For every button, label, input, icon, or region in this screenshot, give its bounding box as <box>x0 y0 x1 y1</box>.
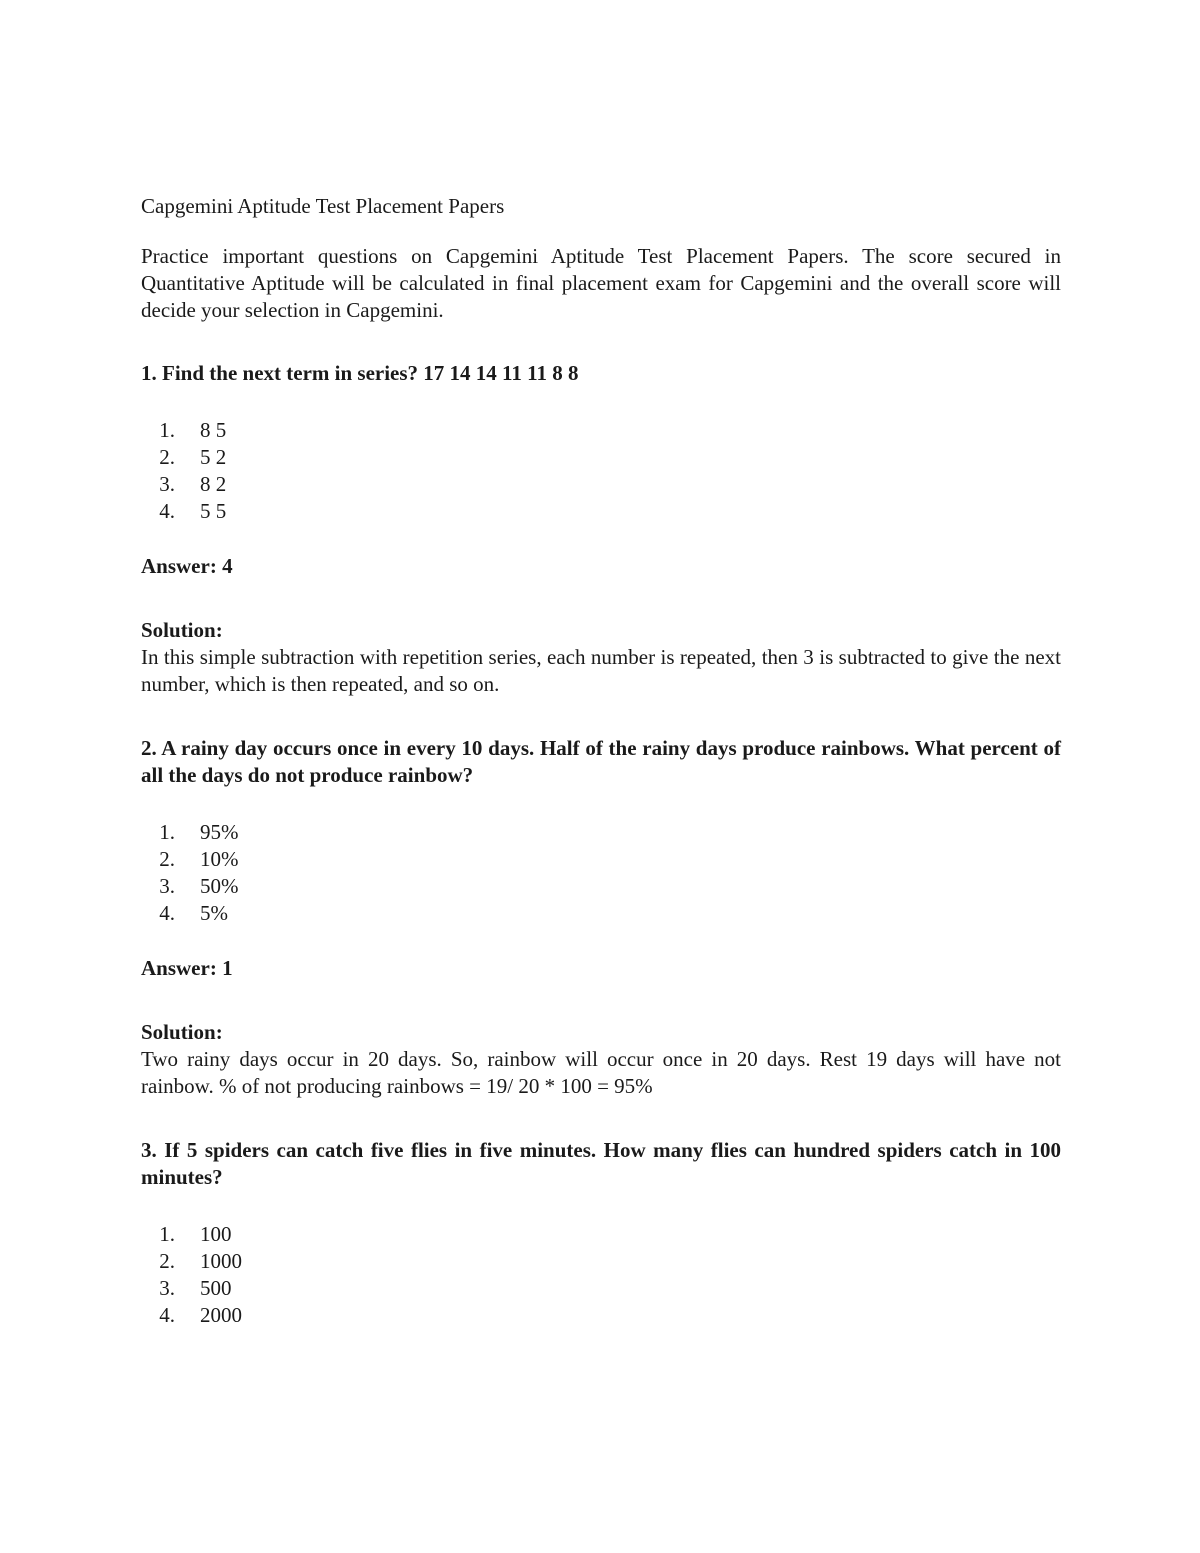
options-list <box>141 1221 1061 1329</box>
option-text: 8 5 <box>200 418 227 442</box>
solution-text: Two rainy days occur in 20 days. So, rainbow will occur once in 20 days. Rest 19 days will have not rainbow. % of not producing rainbows = 19/ 20 * 100 = 95% <box>141 1047 1061 1098</box>
question-text: 3. If 5 spiders can catch five flies in five minutes. How many flies can hundred spiders catch in 100 minutes? <box>141 1138 1061 1189</box>
option-text: 10% <box>200 847 239 871</box>
option-text: 5 2 <box>200 445 227 469</box>
intro-paragraph: Practice important questions on Capgemini Aptitude Test Placement Papers. The score secured in Quantitative Aptitude will be calculated in final placement exam for Capgemini and the overall score will decide your selection in Capgemini. <box>141 244 1061 322</box>
document-title: Capgemini Aptitude Test Placement Papers <box>141 194 505 218</box>
options-list <box>141 819 1061 927</box>
option-text: 50% <box>200 874 239 898</box>
option-item <box>141 471 1061 498</box>
option-number: 3. <box>159 874 175 898</box>
option-item <box>141 417 1061 444</box>
options-list <box>141 417 1061 525</box>
document-page <box>141 193 1061 1357</box>
solution-label: Solution: <box>141 1020 223 1044</box>
option-number: 1. <box>159 820 175 844</box>
option-item <box>141 846 1061 873</box>
option-number: 4. <box>159 1303 175 1327</box>
question-text: 1. Find the next term in series? 17 14 14 11 11 8 8 <box>141 361 579 385</box>
option-item <box>141 444 1061 471</box>
option-item <box>141 900 1061 927</box>
option-text: 5% <box>200 901 228 925</box>
option-item <box>141 873 1061 900</box>
option-number: 1. <box>159 418 175 442</box>
option-text: 1000 <box>200 1249 242 1273</box>
option-number: 4. <box>159 901 175 925</box>
question-block-1 <box>141 360 1061 698</box>
option-item <box>141 1302 1061 1329</box>
option-text: 95% <box>200 820 239 844</box>
option-number: 3. <box>159 1276 175 1300</box>
answer-line: Answer: 1 <box>141 956 233 980</box>
option-item <box>141 1221 1061 1248</box>
option-text: 2000 <box>200 1303 242 1327</box>
option-number: 1. <box>159 1222 175 1246</box>
option-text: 5 5 <box>200 499 227 523</box>
solution-label: Solution: <box>141 618 223 642</box>
question-block-2 <box>141 735 1061 1100</box>
option-number: 2. <box>159 1249 175 1273</box>
option-item <box>141 819 1061 846</box>
question-block-3 <box>141 1137 1061 1329</box>
option-item <box>141 1275 1061 1302</box>
question-text: 2. A rainy day occurs once in every 10 days. Half of the rainy days produce rainbows. What percent of all the days do not produce rainbow? <box>141 736 1061 787</box>
option-number: 3. <box>159 472 175 496</box>
option-text: 100 <box>200 1222 232 1246</box>
option-text: 8 2 <box>200 472 227 496</box>
solution-text: In this simple subtraction with repetition series, each number is repeated, then 3 is subtracted to give the next number, which is then repeated, and so on. <box>141 645 1061 696</box>
option-number: 2. <box>159 445 175 469</box>
option-item <box>141 498 1061 525</box>
option-item <box>141 1248 1061 1275</box>
option-number: 2. <box>159 847 175 871</box>
option-text: 500 <box>200 1276 232 1300</box>
option-number: 4. <box>159 499 175 523</box>
answer-line: Answer: 4 <box>141 554 233 578</box>
